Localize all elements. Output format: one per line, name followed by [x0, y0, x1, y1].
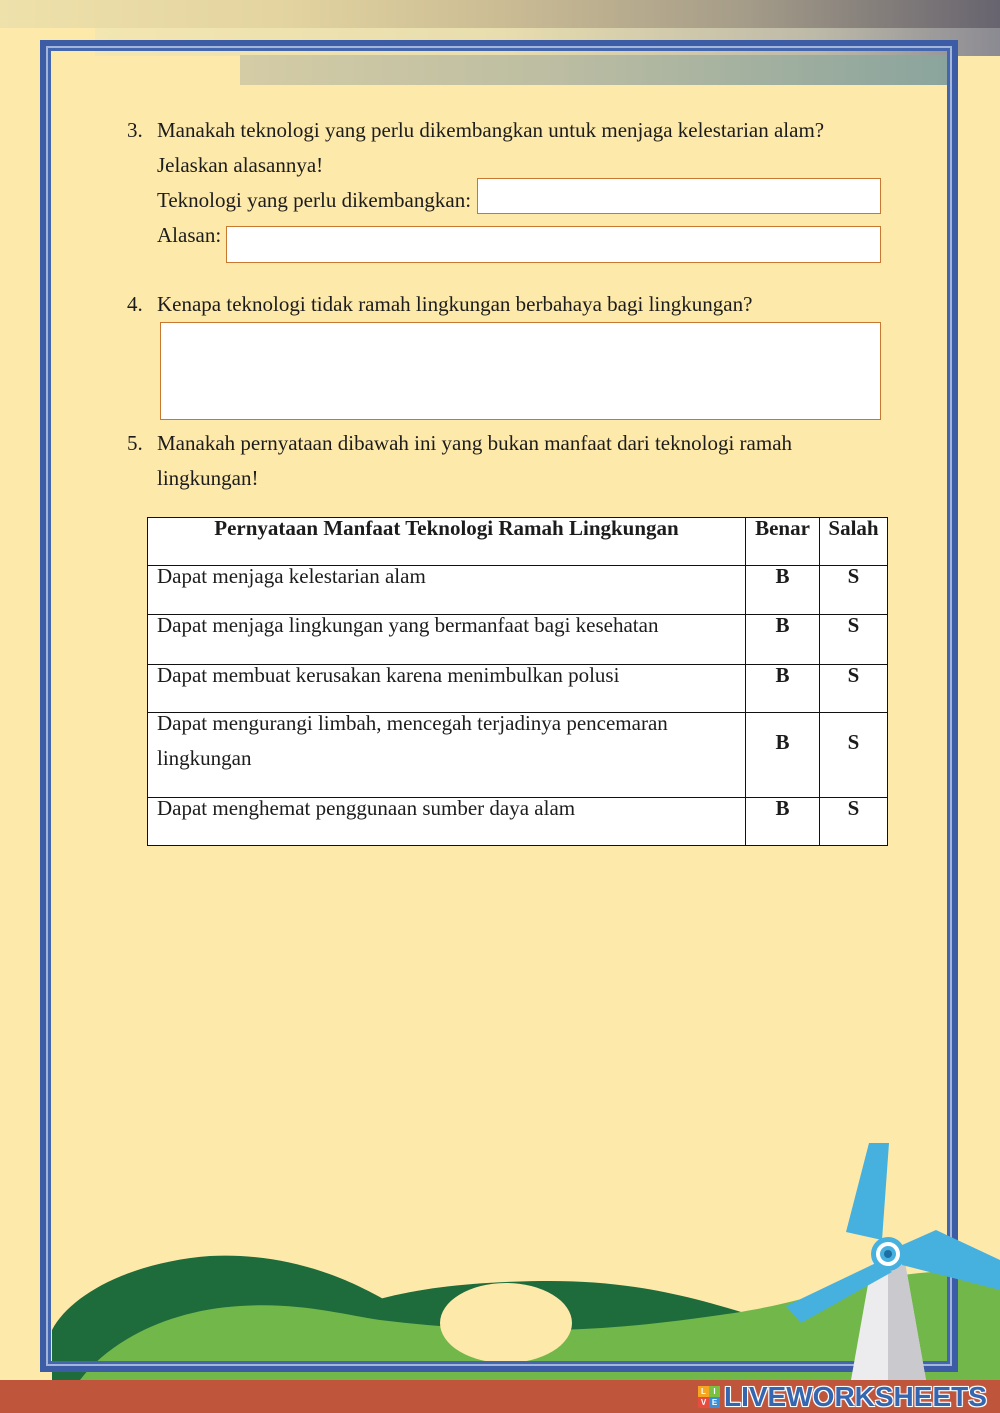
- statement-cell: Dapat membuat kerusakan karena menimbulkan polusi: [148, 665, 746, 713]
- question-4-number: 4.: [127, 292, 143, 316]
- hill-oval: [440, 1283, 572, 1363]
- table-row: [148, 798, 888, 846]
- false-option-s[interactable]: S: [820, 615, 888, 665]
- technology-input[interactable]: [477, 178, 881, 214]
- reason-input[interactable]: [226, 226, 881, 263]
- windmill-hub: [871, 1237, 905, 1271]
- windmill-blade-right: [900, 1230, 1000, 1290]
- windmill-tower: [851, 1262, 926, 1380]
- hill-dark-left: [52, 1256, 385, 1380]
- hill-dark-center: [360, 1281, 760, 1380]
- windmill-hub-core: [884, 1250, 892, 1258]
- reason-label: Alasan:: [157, 223, 222, 247]
- question-3-instruction: Jelaskan alasannya!: [157, 153, 324, 177]
- false-option-s[interactable]: S: [820, 566, 888, 615]
- header-benar: Benar: [746, 518, 820, 566]
- true-option-b[interactable]: B: [746, 566, 820, 615]
- question-4-answer-textarea[interactable]: [160, 322, 881, 420]
- logo-tile: L: [698, 1386, 709, 1397]
- logo-tile: I: [709, 1386, 720, 1397]
- logo-tile: V: [698, 1397, 709, 1408]
- true-option-b[interactable]: B: [746, 615, 820, 665]
- windmill-tower-shade: [888, 1262, 926, 1380]
- statement-cell: Dapat mengurangi limbah, mencegah terjadinya pencemaran lingkungan: [148, 713, 746, 798]
- windmill-hub-ring: [876, 1242, 900, 1266]
- question-5-prompt: Manakah pernyataan dibawah ini yang bukan manfaat dari teknologi ramah lingkungan!: [157, 431, 793, 490]
- false-option-s[interactable]: S: [820, 665, 888, 713]
- windmill-blade-left: [786, 1262, 892, 1323]
- header-band-top: [0, 0, 1000, 28]
- windmill-hub-center: [880, 1246, 896, 1262]
- header-salah: Salah: [820, 518, 888, 566]
- header-band-inner: [240, 55, 948, 85]
- header-band-middle: [95, 28, 1000, 56]
- liveworksheets-logo: [698, 1380, 987, 1413]
- header-statement: Pernyataan Manfaat Teknologi Ramah Lingkungan: [148, 518, 746, 566]
- table-row: [148, 713, 888, 798]
- false-option-s[interactable]: S: [820, 713, 888, 798]
- statement-cell: Dapat menghemat penggunaan sumber daya alam: [148, 798, 746, 846]
- true-option-b[interactable]: B: [746, 665, 820, 713]
- question-3-number: 3.: [127, 118, 143, 142]
- logo-text: LIVEWORKSHEETS: [724, 1381, 987, 1412]
- question-4-prompt: Kenapa teknologi tidak ramah lingkungan berbahaya bagi lingkungan?: [157, 292, 753, 316]
- true-option-b[interactable]: B: [746, 713, 820, 798]
- logo-tile: E: [709, 1397, 720, 1408]
- statement-table: [147, 517, 888, 846]
- statement-cell: Dapat menjaga kelestarian alam: [148, 566, 746, 615]
- true-option-b[interactable]: B: [746, 798, 820, 846]
- hill-dark-right: [968, 1263, 1000, 1300]
- false-option-s[interactable]: S: [820, 798, 888, 846]
- statement-cell: Dapat menjaga lingkungan yang bermanfaat bagi kesehatan: [148, 615, 746, 665]
- question-3-prompt: Manakah teknologi yang perlu dikembangkan untuk menjaga kelestarian alam?: [157, 118, 825, 142]
- hill-light: [80, 1271, 1000, 1380]
- technology-label: Teknologi yang perlu dikembangkan:: [157, 188, 472, 212]
- logo-tiles-icon: [698, 1386, 720, 1408]
- table-row: [148, 615, 888, 665]
- question-5-number: 5.: [127, 431, 143, 455]
- windmill-blade-top: [846, 1143, 889, 1240]
